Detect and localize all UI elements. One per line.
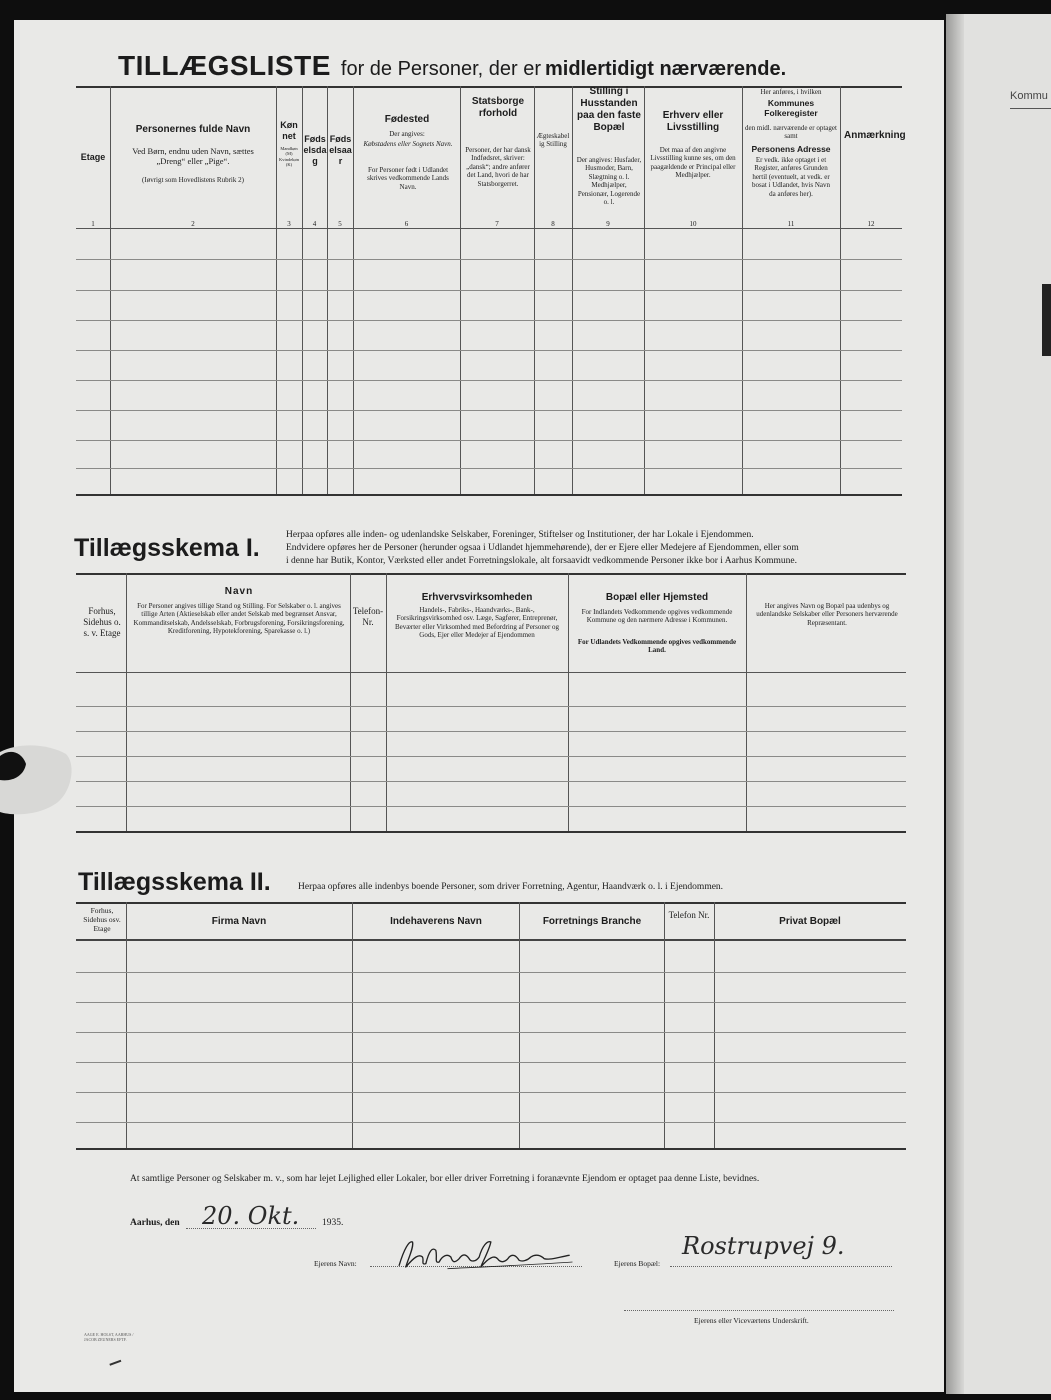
col-fodested-sub1: Der angives:: [389, 130, 425, 138]
page-title: [118, 50, 786, 82]
col-kon-title: Kønnet: [280, 120, 298, 141]
owner-signature: [370, 1232, 600, 1282]
col-navn-title: Personernes fulde Navn: [135, 124, 251, 135]
s3-col-firma: Firma Navn: [211, 916, 267, 927]
skema-1-intro-line: Endvidere opføres her de Personer (herunder ogsaa i Udlandet hjemmehørende), der er Ejere eller Medejere af Ejendommen, eller som: [286, 543, 799, 553]
adjacent-page-mark: [1042, 284, 1051, 356]
col-num: 5: [338, 220, 342, 228]
year-label: 1935.: [322, 1218, 344, 1228]
skema-2-title: Tillægsskema II.: [78, 868, 271, 896]
col-stat-title: Statsborgerforhold: [471, 96, 525, 119]
col-num: 1: [91, 220, 95, 228]
skema-2-intro: Herpaa opføres alle indenbys boende Personer, som driver Forretning, Agentur, Haandværk o. l. i Ejendommen.: [298, 882, 724, 892]
s2-col-navn-sub: For Personer angives tillige Stand og Stilling. For Selskaber o. l. angives tillige Arten (Aktieselskab eller andet Selskab med begrænset Ansvar, Kommanditselskab, Andelsselskab, Forbrugsforening, Forsikringsforening, Kreditforening, Hypotekforening, Sparekasse o. l.): [133, 602, 345, 636]
owner-address-label: Ejerens Bopæl:: [614, 1259, 661, 1268]
col-kon-sub: Mandkøn (M) Kvindekøn (K): [279, 146, 299, 168]
owner-address-handwritten: Rostrupvej 9.: [682, 1232, 845, 1260]
ink-mark: [107, 1352, 122, 1366]
col-navn-sub2: (Iøvrigt som Hovedlistens Rubrik 2): [142, 176, 244, 184]
adjacent-page: [946, 14, 1051, 1394]
certification-text: At samtlige Personer og Selskaber m. v., som har lejet Lejlighed eller Lokaler, bor eller driver Forretning i foranævnte Ejendom er optaget paa denne Liste, bevidnes.: [130, 1174, 760, 1184]
s3-col-branche: Forretnings Branche: [542, 916, 642, 927]
skema-1-intro-line: Herpaa opføres alle inden- og udenlandske Selskaber, Foreninger, Stiftelser og Institutioner, der har Lokale i Ejendommen.: [286, 530, 754, 540]
col-num: 2: [191, 220, 195, 228]
col-stat-sub: Personer, der har dansk Indfødsret, skriver: „dansk“; andre anfører det Land, hvori de har Statsborgerret.: [465, 146, 531, 188]
s2-col-telefon: Telefon-Nr.: [352, 606, 384, 627]
s2-col-bopael-title: Bopæl eller Hjemsted: [605, 592, 709, 603]
col-num: 10: [689, 220, 697, 228]
col-navn-sub: Ved Børn, endnu uden Navn, sættes „Dreng“ eller „Pige“.: [132, 146, 254, 167]
col-num: 3: [287, 220, 291, 228]
printer-imprint: AAGE E. HOLST, AARHUS / JACOB ZEUNERS EFTF.: [84, 1332, 134, 1342]
title-rest: for de Personer, der er: [340, 58, 541, 80]
adjacent-page-label: Kommu: [1010, 90, 1048, 102]
date-label: Aarhus, den: [130, 1218, 180, 1228]
col-aegt: Ægteskabelig Stilling: [536, 132, 570, 149]
col-register-title2: Personens Adresse: [751, 144, 831, 154]
binding-tab: [0, 742, 78, 820]
col-still-sub: Der angives: Husfader, Husmoder, Barn, Slægtning o. l. Medhjælper, Pensionær, Logerende o. l.: [576, 156, 642, 206]
col-num: 9: [606, 220, 610, 228]
s2-col-erhverv-title: Erhvervsvirksomheden: [421, 592, 533, 603]
owner-name-label: Ejerens Navn:: [314, 1259, 357, 1268]
title-main: TILLÆGSLISTE: [118, 50, 331, 81]
s2-col-forhus: Forhus, Sidehus o. s. v. Etage: [83, 606, 121, 638]
skema-1-title: Tillægsskema I.: [74, 534, 260, 562]
col-register-title: Kommunes Folkeregister: [764, 98, 818, 119]
title-bold: midlertidigt nærværende.: [545, 58, 787, 80]
s2-col-bopael-sub2: For Udlandets Vedkommende opgives vedkommende Land.: [577, 638, 737, 655]
col-fodested-title: Fødested: [384, 114, 430, 125]
col-num: 6: [404, 220, 409, 228]
col-register-sub3: Er vedk. ikke optaget i et Register, anføres Grunden hertil (eventuelt, at vedk. er bosat i Udlandet, hvis Navn da anføres her).: [752, 156, 830, 198]
col-register-sub1: Her anføres, i hvilken: [760, 88, 822, 96]
col-fodested-sub2: Købstadens eller Sognets Navn.: [363, 140, 453, 148]
s3-col-indehaver: Indehaverens Navn: [390, 916, 482, 927]
col-fodested-sub3: For Personer født i Udlandet skrives vedkommende Lands Navn.: [367, 166, 449, 191]
col-num: 4: [312, 220, 317, 228]
date-handwritten: 20. Okt.: [202, 1202, 300, 1230]
col-fdag: Fødselsdag: [303, 134, 327, 166]
s2-col-repraesentant: Her angives Navn og Bopæl paa udenbys og udenlandske Selskaber eller Personers herværende Repræsentant.: [756, 602, 898, 627]
col-etage: Etage: [80, 152, 106, 162]
skema-1-intro-line: i denne har Butik, Kontor, Værksted eller andet Forretningslokale, alt forsaavidt vedkommende Personer ikke bor i Aarhus Kommune.: [286, 556, 798, 566]
form-page: [14, 20, 944, 1392]
col-num: 12: [867, 220, 875, 228]
s3-col-forhus: Forhus, Sidehus osv. Etage: [83, 906, 121, 933]
s3-col-telefon: Telefon Nr.: [668, 910, 710, 920]
col-num: 8: [551, 220, 555, 228]
col-still-title: Stilling i Husstanden paa den faste Bopæl: [577, 86, 641, 133]
s2-col-bopael-sub1: For Indlandets Vedkommende opgives vedkommende Kommune og den nærmere Adresse i Kommunen.: [581, 608, 733, 625]
signature-caption: Ejerens eller Viceværtens Underskrift.: [694, 1316, 809, 1325]
s3-col-bopael: Privat Bopæl: [779, 916, 841, 927]
col-erhverv-title: Erhverv eller Livsstilling: [662, 110, 724, 133]
s2-col-navn-title: Navn: [224, 586, 254, 597]
s2-col-erhverv-sub: Handels-, Fabriks-, Haandværks-, Bank-, Forsikringsvirksomhed osv. Læge, Sagfører, Entreprenør, Beværter eller Virksomhed med Befordring af Personer og Gods, Ejer eller Medejer af Ejendommen: [394, 606, 560, 640]
col-anmaerkning: Anmærkning: [844, 130, 906, 141]
col-register-sub2: den midl. nærværende er optaget samt: [745, 124, 837, 141]
col-erhverv-sub: Det maa af den angivne Livsstilling kunne ses, om den paagældende er Principal eller Medhjælper.: [650, 146, 736, 180]
skema-1-intro: [286, 529, 906, 568]
col-num: 7: [495, 220, 499, 228]
col-faar: Fødselsaar: [329, 134, 352, 166]
col-num: 11: [787, 220, 795, 228]
